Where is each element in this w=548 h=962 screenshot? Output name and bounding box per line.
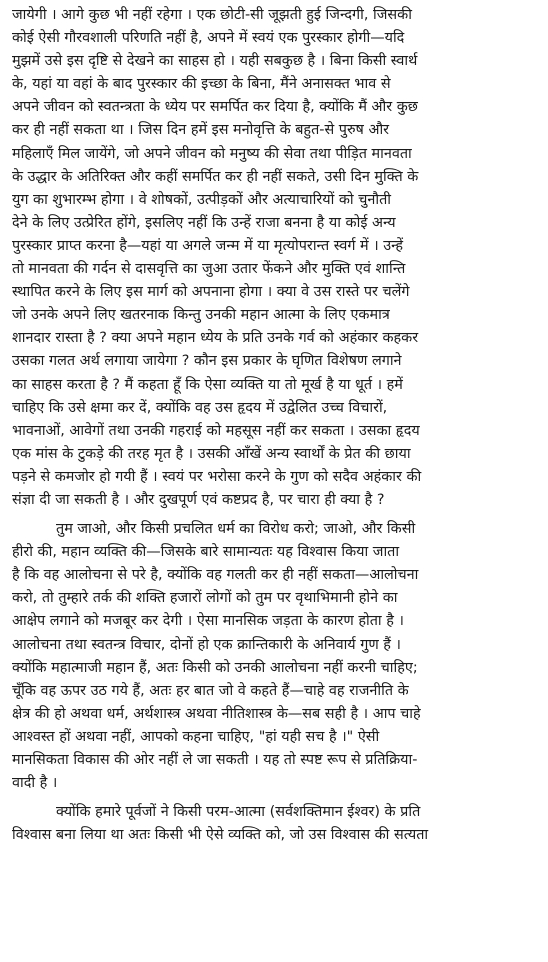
- text-line: भावनाओं, आवेगों तथा उनकी गहराई को महसूस नहीं कर सकता । उसका हृदय: [12, 422, 420, 439]
- paragraph: [12, 518, 536, 795]
- text-line: मानसिकता विकास की ओर नहीं ले जा सकती । यह तो स्पष्ट रूप से प्रतिक्रिया-: [12, 752, 418, 768]
- text-line: मुझमें उसे इस दृष्टि से देखने का साहस हो । यही सबकुछ है । बिना किसी स्वार्थ: [12, 53, 418, 70]
- text-line: जायेगी । आगे कुछ भी नहीं रहेगा । एक छोटी-सी जूझती हुई जिन्दगी, जिसकी: [12, 7, 412, 23]
- text-line: जो उनके अपने लिए खतरनाक किन्तु उनकी महान आत्मा के लिए एकमात्र: [12, 307, 390, 324]
- paragraph: [12, 801, 536, 847]
- text-line: महिलाएँ मिल जायेंगे, जो अपने जीवन को मनुष्य की सेवा तथा पीड़ित मानवता: [12, 145, 412, 162]
- text-line: पड़ने से कमजोर हो गयी हैं । स्वयं पर भरोसा करने के गुण को सदैव अहंकार की: [12, 468, 422, 485]
- text-line: है कि वह आलोचना से परे है, क्योंकि वह गलती कर ही नहीं सकता—आलोचना: [12, 567, 419, 584]
- text-line: चूँकि वह ऊपर उठ गये हैं, अतः हर बात जो वे कहते हैं—चाहे वह राजनीति के: [12, 682, 409, 699]
- text-line: आक्षेप लगाने को मजबूर कर देगी । ऐसा मानसिक जड़ता के कारण होता है ।: [12, 613, 404, 630]
- text-line: पुरस्कार प्राप्त करना है—यहां या अगले जन्म में या मृत्योपरान्त स्वर्ग में । उन्हें: [12, 237, 404, 254]
- text-line: संज्ञा दी जा सकती है । और दुखपूर्ण एवं कष्टप्रद है, पर चारा ही क्या है ?: [12, 491, 385, 508]
- text-line: तो मानवता की गर्दन से दासवृत्ति का जुआ उतार फेंकने और मुक्ति एवं शान्ति: [12, 261, 406, 278]
- text-line: हीरो की, महान व्यक्ति की—जिसके बारे सामान्यतः यह विश्वास किया जाता: [12, 544, 400, 561]
- text-line: वादी है ।: [12, 775, 58, 792]
- paragraph: [12, 4, 536, 512]
- text-line: के उद्धार के अतिरिक्त और कहीं समर्पित कर ही नहीं सकते, उसी दिन मुक्ति के: [12, 168, 419, 185]
- text-line: अपने जीवन को स्वतन्त्रता के ध्येय पर समर्पित कर दिया है, क्योंकि मैं और कुछ: [12, 99, 418, 116]
- text-line: चाहिए कि उसे क्षमा कर दें, क्योंकि वह उस हृदय में उद्वेलित उच्च विचारों,: [12, 399, 388, 416]
- text-line: करो, तो तुम्हारे तर्क की शक्ति हजारों लोगों को तुम पर वृथाभिमानी होने का: [12, 590, 398, 607]
- text-line: आश्वस्त हों अथवा नहीं, आपको कहना चाहिए, "हां यही सच है ।" ऐसी: [12, 728, 380, 745]
- text-line: एक मांस के टुकड़े की तरह मृत है । उसकी आँखें अन्य स्वार्थों के प्रेत की छाया: [12, 445, 411, 462]
- text-line: युग का शुभारम्भ होगा । वे शोषकों, उत्पीड़कों और अत्याचारियों को चुनौती: [12, 191, 392, 208]
- text-line: देने के लिए उत्प्रेरित होंगे, इसलिए नहीं कि उन्हें राजा बनना है या कोई अन्य: [12, 214, 396, 231]
- text-line: स्थापित करने के लिए इस मार्ग को अपनाना होगा । क्या वे उस रास्ते पर चलेंगे: [12, 284, 410, 301]
- text-line: क्षेत्र की हो अथवा धर्म, अर्थशास्त्र अथवा नीतिशास्त्र के—सब सही है । आप चाहे: [12, 705, 421, 722]
- text-line: तुम जाओ, और किसी प्रचलित धर्म का विरोध करो; जाओ, और किसी: [56, 521, 416, 538]
- text-line: क्योंकि हमारे पूर्वजों ने किसी परम-आत्मा (सर्वशक्तिमान ईश्वर) के प्रति: [56, 804, 421, 821]
- text-line: कर ही नहीं सकता था । जिस दिन हमें इस मनोवृत्ति के बहुत-से पुरुष और: [12, 122, 390, 139]
- text-line: विश्वास बना लिया था अतः किसी भी ऐसे व्यक्ति को, जो उस विश्वास की सत्यता: [12, 827, 429, 844]
- text-line: क्योंकि महात्माजी महान हैं, अतः किसी को उनकी आलोचना नहीं करनी चाहिए;: [12, 659, 418, 676]
- text-line: का साहस करता है ? मैं कहता हूँ कि ऐसा व्यक्ति या तो मूर्ख है या धूर्त । हमें: [12, 376, 403, 393]
- text-line: के, यहां या वहां के बाद पुरस्कार की इच्छा के बिना, मैंने अनासक्त भाव से: [12, 76, 391, 93]
- text-line: शानदार रास्ता है ? क्या अपने महान ध्येय के प्रति उनके गर्व को अहंकार कहकर: [12, 330, 419, 347]
- document-page: [12, 4, 536, 847]
- text-line: कोई ऐसी गौरवशाली परिणति नहीं है, अपने में स्वयं एक पुरस्कार होगी—यदि: [12, 30, 405, 47]
- text-line: आलोचना तथा स्वतन्त्र विचार, दोनों हो एक क्रान्तिकारी के अनिवार्य गुण हैं ।: [12, 636, 401, 653]
- text-line: उसका गलत अर्थ लगाया जायेगा ? कौन इस प्रकार के घृणित विशेषण लगाने: [12, 353, 402, 370]
